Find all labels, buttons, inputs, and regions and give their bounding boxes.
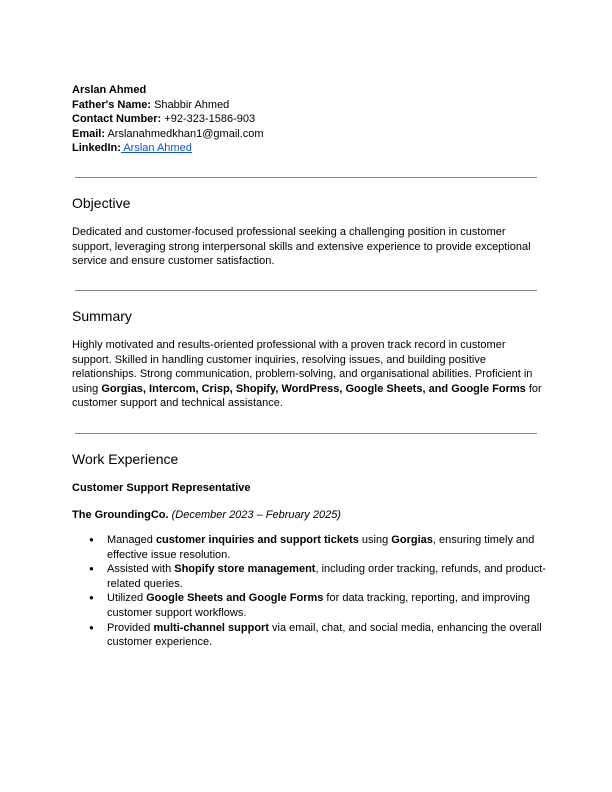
linkedin-link[interactable]: Arslan Ahmed bbox=[120, 142, 192, 155]
summary-text bbox=[72, 338, 542, 411]
bold-text: multi-channel support bbox=[153, 621, 269, 634]
text: Managed bbox=[107, 534, 156, 546]
father-label: Father's Name: bbox=[72, 98, 152, 111]
company-name: The GroundingCo. bbox=[72, 509, 169, 521]
objective-heading: Objective bbox=[72, 195, 131, 211]
bullet-item bbox=[72, 621, 547, 650]
text: , ensuring timely and effective issue resolution. bbox=[107, 534, 535, 561]
bullet-item bbox=[72, 591, 547, 620]
candidate-name: Arslan Ahmed bbox=[72, 84, 147, 96]
job-role: Customer Support Representative bbox=[72, 482, 251, 494]
email-label: Email: bbox=[72, 127, 106, 140]
bold-text: customer inquiries and support tickets bbox=[155, 534, 359, 546]
summary-heading: Summary bbox=[72, 308, 132, 324]
bold-text: Gorgias bbox=[391, 534, 433, 546]
text: for data tracking, reporting, and improving customer support workflows. bbox=[107, 592, 531, 619]
divider bbox=[75, 290, 537, 291]
contact-block bbox=[72, 83, 542, 156]
experience-heading: Work Experience bbox=[72, 451, 179, 467]
linkedin-label: LinkedIn: bbox=[72, 142, 121, 155]
job-dates: (December 2023 – February 2025) bbox=[168, 509, 341, 521]
objective-text: Dedicated and customer-focused professional seeking a challenging position in customer support, leveraging strong interpersonal skills and extensive experience to provide exceptional service and ensure customer satisfaction. bbox=[72, 226, 531, 268]
father-name: Shabbir Ahmed bbox=[151, 98, 230, 111]
text: Assisted with bbox=[107, 563, 175, 576]
phone-label: Contact Number: bbox=[72, 113, 162, 126]
text: for customer support and technical assistance. bbox=[72, 382, 542, 410]
email-address: Arslanahmedkhan1@gmail.com bbox=[105, 127, 264, 140]
bold-text: Gorgias, Intercom, Crisp, Shopify, WordPress, Google Sheets, and Google Forms bbox=[101, 382, 526, 395]
text: , including order tracking, refunds, and product-related queries. bbox=[107, 563, 546, 590]
experience-bullets bbox=[72, 533, 547, 650]
text: Highly motivated and results-oriented professional with a proven track record in customer support. Skilled in handling customer inquiries, resolving issues, and building positive relationships. Strong communication, problem-solving, and organisational abilities. Proficient in using bbox=[72, 339, 533, 395]
divider bbox=[75, 433, 537, 434]
divider bbox=[75, 177, 537, 178]
bullet-item bbox=[72, 533, 547, 562]
phone-number: +92-323-1586-903 bbox=[161, 113, 256, 126]
text: via email, chat, and social media, enhancing the overall customer experience. bbox=[107, 621, 542, 649]
bold-text: Google Sheets and Google Forms bbox=[146, 592, 324, 605]
text: Utilized bbox=[107, 592, 147, 605]
bullet-item bbox=[72, 562, 547, 591]
text: Provided bbox=[107, 621, 154, 634]
text: using bbox=[358, 534, 392, 546]
bold-text: Shopify store management bbox=[174, 563, 316, 576]
